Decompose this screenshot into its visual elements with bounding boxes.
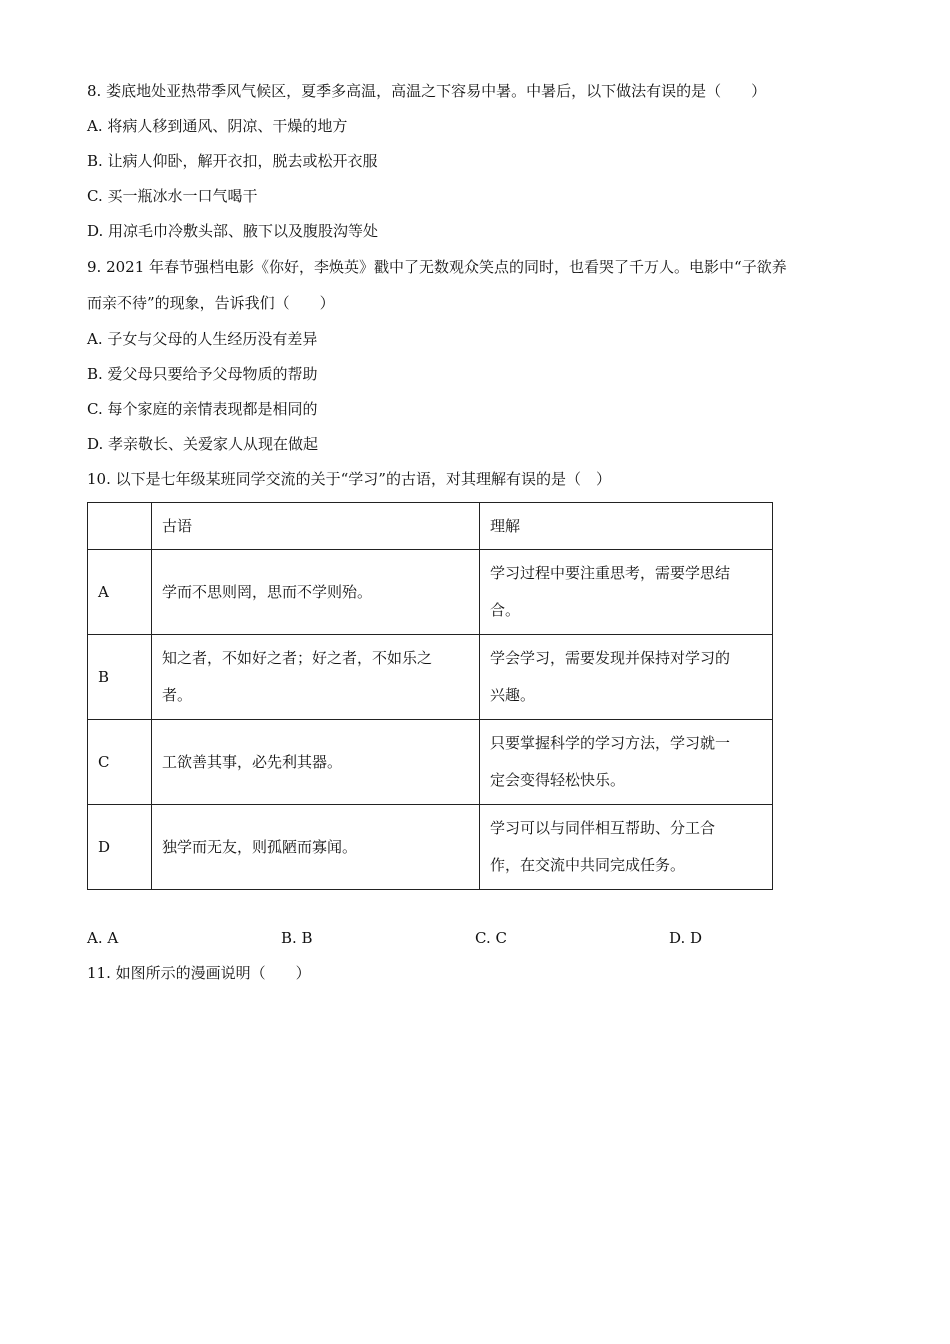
row-saying-line: 独学而无友，则孤陋而寡闻。 <box>162 837 358 856</box>
table-header-empty <box>88 503 152 550</box>
row-meaning-line: 兴趣。 <box>490 686 536 704</box>
row-label: B <box>88 635 152 720</box>
row-meaning-line: 作，在交流中共同完成任务。 <box>490 856 686 874</box>
question-9-option-d: D. 孝亲敬长、关爱家人从现在做起 <box>87 435 319 453</box>
question-8-option-d: D. 用凉毛巾冷敷头部、腋下以及腹股沟等处 <box>87 222 379 240</box>
question-10-option-b: B. B <box>281 929 313 947</box>
question-9-stem-line-2: 而亲不待”的现象，告诉我们（ ） <box>87 294 335 312</box>
table-row <box>88 805 773 890</box>
row-saying <box>152 720 480 805</box>
row-saying-line: 学而不思则罔，思而不学则殆。 <box>162 582 373 601</box>
table-header-saying: 古语 <box>152 503 480 550</box>
question-8-option-c: C. 买一瓶冰水一口气喝干 <box>87 187 258 205</box>
row-label: D <box>88 805 152 890</box>
question-8-option-a: A. 将病人移到通风、阴凉、干燥的地方 <box>87 117 348 135</box>
question-10-option-c: C. C <box>475 929 507 947</box>
row-saying-line: 者。 <box>162 686 193 704</box>
row-meaning-line: 学习可以与同伴相互帮助、分工合 <box>490 819 716 837</box>
table-header-row <box>88 503 773 550</box>
row-saying <box>152 635 480 720</box>
row-meaning-line: 学习过程中要注重思考，需要学思结 <box>490 564 731 582</box>
row-saying <box>152 805 480 890</box>
question-10-stem: 10. 以下是七年级某班同学交流的关于“学习”的古语，对其理解有误的是（ ） <box>87 470 611 488</box>
row-meaning-line: 只要掌握科学的学习方法，学习就一 <box>490 734 731 752</box>
row-label: A <box>88 550 152 635</box>
table-header-meaning: 理解 <box>480 503 773 550</box>
row-meaning <box>480 720 773 805</box>
row-meaning <box>480 805 773 890</box>
question-9-stem-line-1: 9. 2021 年春节强档电影《你好，李焕英》戳中了无数观众笑点的同时，也看哭了千万人。电影中“子欲养 <box>87 258 787 276</box>
row-label: C <box>88 720 152 805</box>
question-9-option-c: C. 每个家庭的亲情表现都是相同的 <box>87 400 318 418</box>
question-8-option-b: B. 让病人仰卧，解开衣扣，脱去或松开衣服 <box>87 152 378 170</box>
table-row <box>88 720 773 805</box>
question-10-table <box>87 502 773 890</box>
question-11-stem: 11. 如图所示的漫画说明（ ） <box>87 964 311 982</box>
table-row <box>88 550 773 635</box>
row-meaning-line: 合。 <box>490 601 521 619</box>
row-saying <box>152 550 480 635</box>
question-9-option-a: A. 子女与父母的人生经历没有差异 <box>87 330 318 348</box>
row-saying-line: 工欲善其事，必先利其器。 <box>162 752 343 771</box>
table-row <box>88 635 773 720</box>
question-10-option-d: D. D <box>669 929 703 947</box>
row-meaning <box>480 635 773 720</box>
row-saying-line: 知之者，不如好之者；好之者，不如乐之 <box>162 649 433 667</box>
row-meaning-line: 定会变得轻松快乐。 <box>490 771 626 789</box>
row-meaning <box>480 550 773 635</box>
row-meaning-line: 学会学习，需要发现并保持对学习的 <box>490 649 731 667</box>
question-8-stem: 8. 娄底地处亚热带季风气候区，夏季多高温，高温之下容易中暑。中暑后，以下做法有误的是（ ） <box>87 82 767 100</box>
question-10-option-a: A. A <box>87 929 119 947</box>
question-9-option-b: B. 爱父母只要给予父母物质的帮助 <box>87 365 318 383</box>
